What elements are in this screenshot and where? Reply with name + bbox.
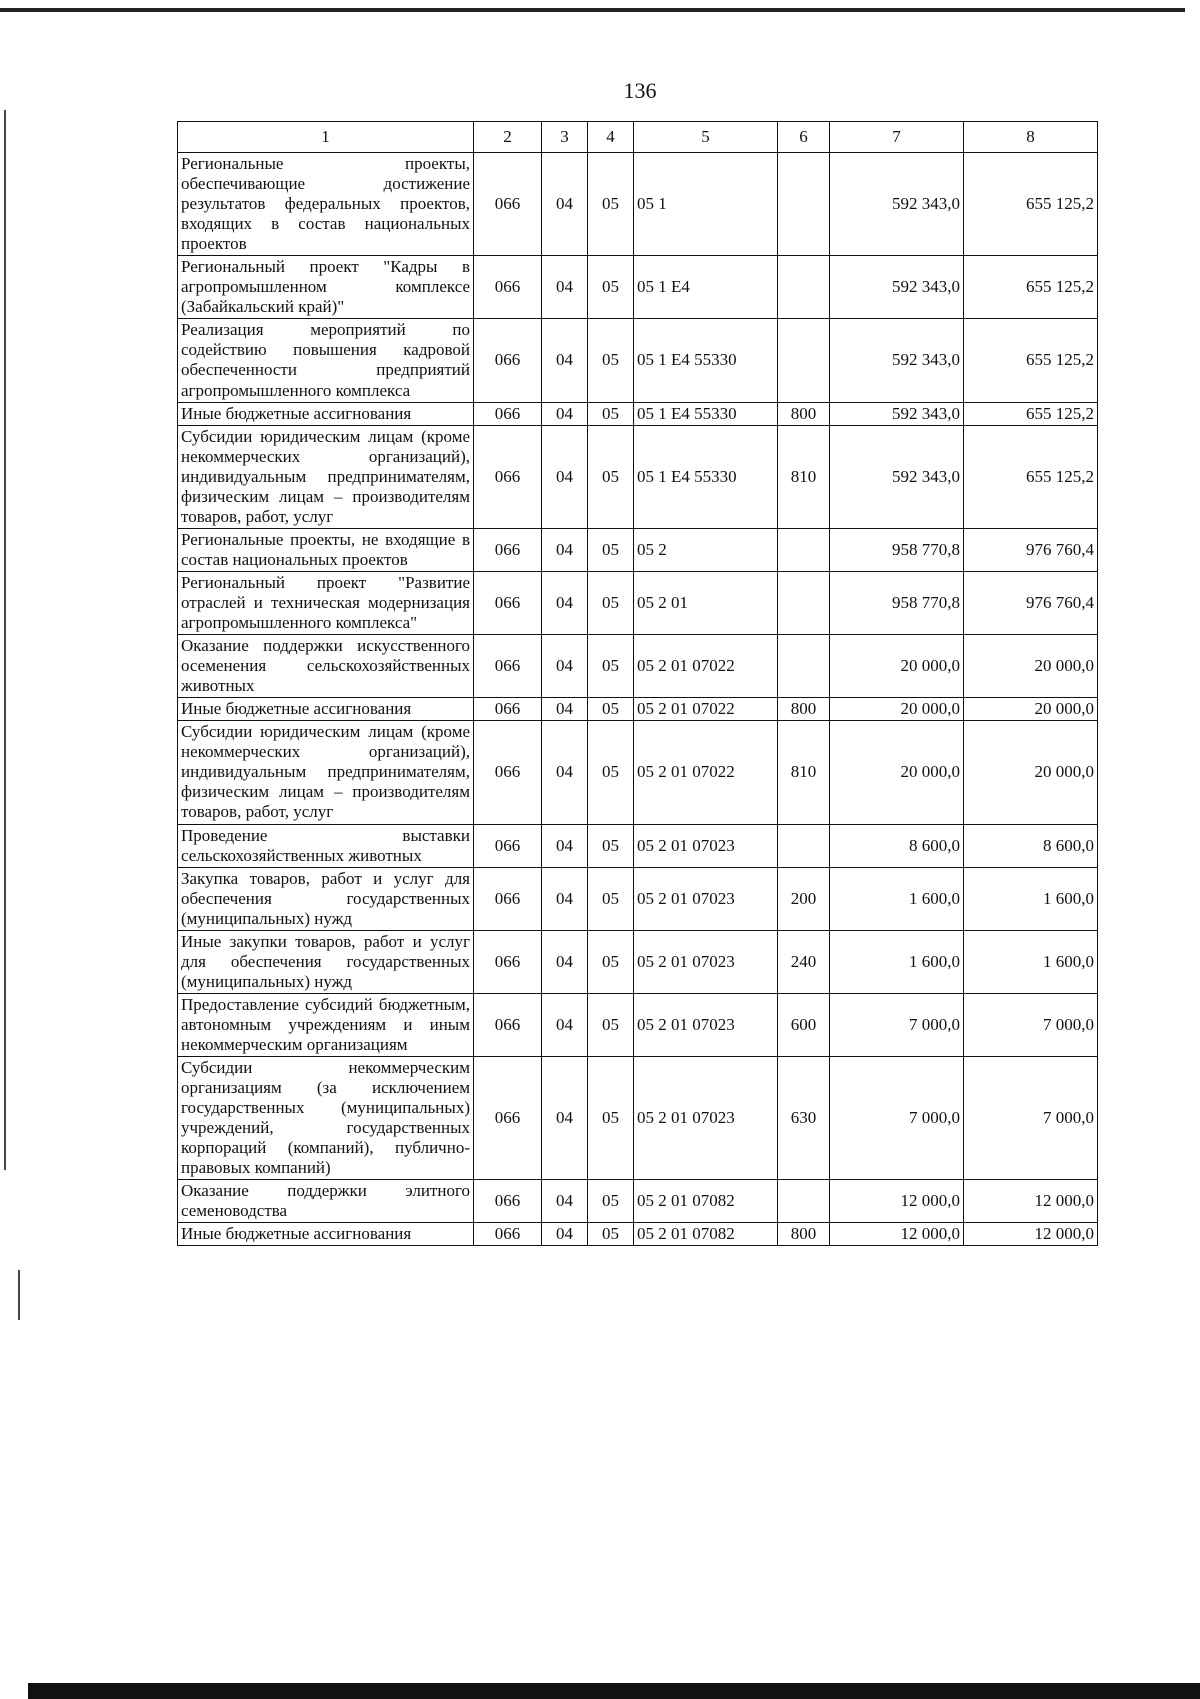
amount-year-2-cell: 976 760,4 [964, 528, 1098, 571]
expense-type-cell [778, 1180, 830, 1223]
amount-year-1-cell: 958 770,8 [830, 571, 964, 634]
subsection-code-cell: 05 [588, 153, 634, 256]
target-article-cell: 05 1 E4 55330 [634, 402, 778, 425]
section-code-cell: 04 [542, 824, 588, 867]
section-code-cell: 04 [542, 1223, 588, 1246]
section-code-cell: 04 [542, 1180, 588, 1223]
table-row [178, 402, 1098, 425]
subsection-code-cell: 05 [588, 1180, 634, 1223]
amount-year-1-cell: 20 000,0 [830, 721, 964, 824]
table-row [178, 571, 1098, 634]
ministry-code-cell: 066 [474, 153, 542, 256]
ministry-code-cell: 066 [474, 930, 542, 993]
ministry-code-cell: 066 [474, 1180, 542, 1223]
amount-year-1-cell: 958 770,8 [830, 528, 964, 571]
expense-type-cell: 600 [778, 993, 830, 1056]
amount-year-1-cell: 20 000,0 [830, 635, 964, 698]
row-name-cell: Иные бюджетные ассигнования [178, 402, 474, 425]
row-name-cell: Реализация мероприятий по содействию повышения кадровой обеспеченности предприятий агропромышленного комплекса [178, 319, 474, 402]
target-article-cell: 05 2 01 07023 [634, 930, 778, 993]
subsection-code-cell: 05 [588, 1223, 634, 1246]
scan-edge-top [0, 8, 1185, 12]
table-row [178, 867, 1098, 930]
expense-type-cell: 800 [778, 1223, 830, 1246]
target-article-cell: 05 2 01 07023 [634, 867, 778, 930]
amount-year-1-cell: 592 343,0 [830, 319, 964, 402]
expense-type-cell: 630 [778, 1057, 830, 1180]
row-name-cell: Оказание поддержки искусственного осеменения сельскохозяйственных животных [178, 635, 474, 698]
target-article-cell: 05 2 01 07022 [634, 635, 778, 698]
section-code-cell: 04 [542, 993, 588, 1056]
scan-edge-bottom [28, 1683, 1200, 1699]
ministry-code-cell: 066 [474, 721, 542, 824]
subsection-code-cell: 05 [588, 993, 634, 1056]
target-article-cell: 05 1 E4 55330 [634, 425, 778, 528]
section-code-cell: 04 [542, 930, 588, 993]
budget-table [177, 121, 1098, 1246]
ministry-code-cell: 066 [474, 402, 542, 425]
target-article-cell: 05 2 01 07023 [634, 1057, 778, 1180]
amount-year-2-cell: 655 125,2 [964, 319, 1098, 402]
expense-type-cell: 810 [778, 425, 830, 528]
target-article-cell: 05 2 01 07023 [634, 993, 778, 1056]
section-code-cell: 04 [542, 319, 588, 402]
subsection-code-cell: 05 [588, 1057, 634, 1180]
amount-year-1-cell: 20 000,0 [830, 698, 964, 721]
amount-year-2-cell: 655 125,2 [964, 402, 1098, 425]
table-row [178, 256, 1098, 319]
ministry-code-cell: 066 [474, 698, 542, 721]
expense-type-cell [778, 528, 830, 571]
row-name-cell: Региональные проекты, не входящие в состав национальных проектов [178, 528, 474, 571]
expense-type-cell: 800 [778, 402, 830, 425]
table-row [178, 930, 1098, 993]
section-code-cell: 04 [542, 153, 588, 256]
table-row [178, 721, 1098, 824]
row-name-cell: Закупка товаров, работ и услуг для обеспечения государственных (муниципальных) нужд [178, 867, 474, 930]
amount-year-2-cell: 655 125,2 [964, 153, 1098, 256]
amount-year-1-cell: 1 600,0 [830, 867, 964, 930]
amount-year-1-cell: 7 000,0 [830, 993, 964, 1056]
amount-year-2-cell: 655 125,2 [964, 425, 1098, 528]
column-header: 2 [474, 122, 542, 153]
section-code-cell: 04 [542, 256, 588, 319]
ministry-code-cell: 066 [474, 1223, 542, 1246]
table-row [178, 1223, 1098, 1246]
expense-type-cell [778, 824, 830, 867]
amount-year-2-cell: 7 000,0 [964, 993, 1098, 1056]
row-name-cell: Региональный проект "Кадры в агропромышленном комплексе (Забайкальский край)" [178, 256, 474, 319]
row-name-cell: Иные бюджетные ассигнования [178, 1223, 474, 1246]
amount-year-2-cell: 20 000,0 [964, 698, 1098, 721]
section-code-cell: 04 [542, 698, 588, 721]
amount-year-1-cell: 8 600,0 [830, 824, 964, 867]
amount-year-2-cell: 1 600,0 [964, 867, 1098, 930]
amount-year-2-cell: 1 600,0 [964, 930, 1098, 993]
amount-year-2-cell: 12 000,0 [964, 1180, 1098, 1223]
amount-year-1-cell: 7 000,0 [830, 1057, 964, 1180]
section-code-cell: 04 [542, 425, 588, 528]
target-article-cell: 05 2 01 [634, 571, 778, 634]
ministry-code-cell: 066 [474, 993, 542, 1056]
row-name-cell: Субсидии некоммерческим организациям (за исключением государственных (муниципальных) учреждений, государственных корпораций (компаний), публично-правовых компаний) [178, 1057, 474, 1180]
table-row [178, 1057, 1098, 1180]
table-row [178, 698, 1098, 721]
amount-year-2-cell: 8 600,0 [964, 824, 1098, 867]
amount-year-1-cell: 592 343,0 [830, 256, 964, 319]
table-row [178, 528, 1098, 571]
row-name-cell: Субсидии юридическим лицам (кроме некоммерческих организаций), индивидуальным предпринимателям, физическим лицам – производителям товаров, работ, услуг [178, 425, 474, 528]
expense-type-cell [778, 256, 830, 319]
target-article-cell: 05 2 01 07022 [634, 721, 778, 824]
row-name-cell: Предоставление субсидий бюджетным, автономным учреждениям и иным некоммерческим организациям [178, 993, 474, 1056]
column-header: 8 [964, 122, 1098, 153]
target-article-cell: 05 1 [634, 153, 778, 256]
section-code-cell: 04 [542, 867, 588, 930]
scan-margin-mark-left-lower [18, 1270, 20, 1320]
target-article-cell: 05 2 01 07082 [634, 1223, 778, 1246]
row-name-cell: Проведение выставки сельскохозяйственных животных [178, 824, 474, 867]
subsection-code-cell: 05 [588, 256, 634, 319]
ministry-code-cell: 066 [474, 256, 542, 319]
amount-year-1-cell: 592 343,0 [830, 402, 964, 425]
target-article-cell: 05 1 E4 [634, 256, 778, 319]
row-name-cell: Иные бюджетные ассигнования [178, 698, 474, 721]
amount-year-2-cell: 20 000,0 [964, 721, 1098, 824]
ministry-code-cell: 066 [474, 635, 542, 698]
amount-year-1-cell: 592 343,0 [830, 425, 964, 528]
ministry-code-cell: 066 [474, 824, 542, 867]
amount-year-2-cell: 12 000,0 [964, 1223, 1098, 1246]
amount-year-1-cell: 12 000,0 [830, 1180, 964, 1223]
subsection-code-cell: 05 [588, 635, 634, 698]
amount-year-2-cell: 20 000,0 [964, 635, 1098, 698]
amount-year-2-cell: 976 760,4 [964, 571, 1098, 634]
amount-year-2-cell: 655 125,2 [964, 256, 1098, 319]
target-article-cell: 05 2 [634, 528, 778, 571]
row-name-cell: Региональные проекты, обеспечивающие достижение результатов федеральных проектов, входящих в состав национальных проектов [178, 153, 474, 256]
column-header: 7 [830, 122, 964, 153]
subsection-code-cell: 05 [588, 824, 634, 867]
target-article-cell: 05 2 01 07082 [634, 1180, 778, 1223]
subsection-code-cell: 05 [588, 319, 634, 402]
row-name-cell: Региональный проект "Развитие отраслей и техническая модернизация агропромышленного комплекса" [178, 571, 474, 634]
target-article-cell: 05 2 01 07023 [634, 824, 778, 867]
section-code-cell: 04 [542, 1057, 588, 1180]
expense-type-cell [778, 319, 830, 402]
table-row [178, 1180, 1098, 1223]
ministry-code-cell: 066 [474, 1057, 542, 1180]
expense-type-cell: 240 [778, 930, 830, 993]
expense-type-cell: 800 [778, 698, 830, 721]
subsection-code-cell: 05 [588, 930, 634, 993]
expense-type-cell [778, 635, 830, 698]
table-row [178, 824, 1098, 867]
expense-type-cell [778, 153, 830, 256]
row-name-cell: Оказание поддержки элитного семеноводства [178, 1180, 474, 1223]
expense-type-cell: 810 [778, 721, 830, 824]
ministry-code-cell: 066 [474, 528, 542, 571]
table-row [178, 425, 1098, 528]
ministry-code-cell: 066 [474, 425, 542, 528]
ministry-code-cell: 066 [474, 571, 542, 634]
section-code-cell: 04 [542, 402, 588, 425]
amount-year-1-cell: 1 600,0 [830, 930, 964, 993]
row-name-cell: Иные закупки товаров, работ и услуг для обеспечения государственных (муниципальных) нужд [178, 930, 474, 993]
subsection-code-cell: 05 [588, 698, 634, 721]
expense-type-cell: 200 [778, 867, 830, 930]
amount-year-1-cell: 592 343,0 [830, 153, 964, 256]
row-name-cell: Субсидии юридическим лицам (кроме некоммерческих организаций), индивидуальным предпринимателям, физическим лицам – производителям товаров, работ, услуг [178, 721, 474, 824]
target-article-cell: 05 1 E4 55330 [634, 319, 778, 402]
subsection-code-cell: 05 [588, 528, 634, 571]
target-article-cell: 05 2 01 07022 [634, 698, 778, 721]
subsection-code-cell: 05 [588, 402, 634, 425]
scan-margin-mark-left [4, 110, 6, 1170]
table-row [178, 993, 1098, 1056]
table-row [178, 635, 1098, 698]
column-header: 1 [178, 122, 474, 153]
section-code-cell: 04 [542, 571, 588, 634]
subsection-code-cell: 05 [588, 425, 634, 528]
table-row [178, 153, 1098, 256]
table-header-row [178, 122, 1098, 153]
column-header: 5 [634, 122, 778, 153]
table-row [178, 319, 1098, 402]
section-code-cell: 04 [542, 721, 588, 824]
ministry-code-cell: 066 [474, 867, 542, 930]
column-header: 3 [542, 122, 588, 153]
ministry-code-cell: 066 [474, 319, 542, 402]
subsection-code-cell: 05 [588, 721, 634, 824]
table-body [178, 153, 1098, 1246]
page-number: 136 [623, 78, 657, 103]
expense-type-cell [778, 571, 830, 634]
column-header: 6 [778, 122, 830, 153]
amount-year-1-cell: 12 000,0 [830, 1223, 964, 1246]
subsection-code-cell: 05 [588, 571, 634, 634]
section-code-cell: 04 [542, 528, 588, 571]
section-code-cell: 04 [542, 635, 588, 698]
amount-year-2-cell: 7 000,0 [964, 1057, 1098, 1180]
column-header: 4 [588, 122, 634, 153]
subsection-code-cell: 05 [588, 867, 634, 930]
